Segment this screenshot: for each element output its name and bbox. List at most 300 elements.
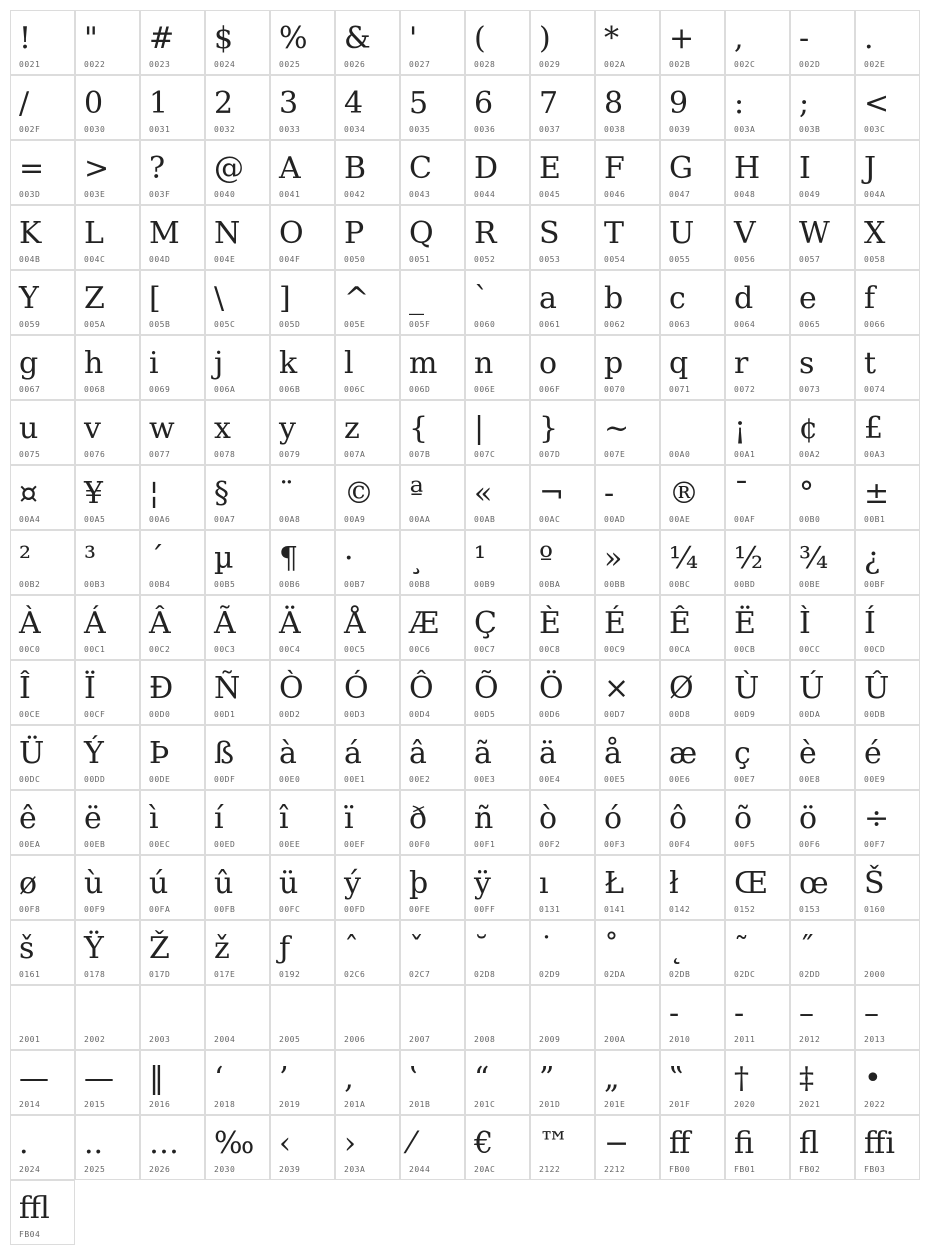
- glyph-cell: [595, 335, 660, 400]
- glyph-code: 006B: [279, 385, 301, 394]
- glyph-code: 00F1: [474, 840, 496, 849]
- glyph-char: y: [279, 411, 296, 446]
- glyph-code: 002A: [604, 60, 626, 69]
- glyph-code: 00DB: [864, 710, 886, 719]
- glyph-code: FB01: [734, 1165, 756, 1174]
- glyph-cell: [465, 855, 530, 920]
- glyph-cell: [335, 660, 400, 725]
- glyph-char: š: [19, 931, 35, 966]
- glyph-char: ˝: [799, 931, 814, 966]
- glyph-code: 00CD: [864, 645, 886, 654]
- glyph-code: 2026: [149, 1165, 171, 1174]
- glyph-char: Â: [149, 606, 171, 641]
- glyph-char: —: [19, 1061, 49, 1096]
- glyph-code: 00EB: [84, 840, 106, 849]
- glyph-char: [: [149, 281, 161, 316]
- glyph-cell: [205, 75, 270, 140]
- glyph-char: Q: [409, 216, 434, 251]
- glyph-char: °: [799, 476, 814, 511]
- glyph-code: 00C6: [409, 645, 431, 654]
- glyph-code: 00E0: [279, 775, 301, 784]
- glyph-char: :: [734, 86, 745, 121]
- glyph-char: ®: [669, 476, 699, 511]
- glyph-cell: [855, 595, 920, 660]
- glyph-code: 0036: [474, 125, 496, 134]
- glyph-cell: [270, 400, 335, 465]
- glyph-code: 0030: [84, 125, 106, 134]
- glyph-cell: [205, 855, 270, 920]
- glyph-cell: [790, 660, 855, 725]
- glyph-code: 0142: [669, 905, 691, 914]
- glyph-cell: [530, 725, 595, 790]
- glyph-code: 0049: [799, 190, 821, 199]
- glyph-cell: [530, 10, 595, 75]
- glyph-cell: [10, 10, 75, 75]
- glyph-code: 0058: [864, 255, 886, 264]
- glyph-char: æ: [669, 736, 698, 771]
- glyph-char: G: [669, 151, 693, 186]
- glyph-char: =: [19, 151, 45, 186]
- glyph-cell: [530, 660, 595, 725]
- glyph-code: 0042: [344, 190, 366, 199]
- glyph-code: 00B8: [409, 580, 431, 589]
- glyph-char: A: [279, 151, 301, 186]
- glyph-cell: [595, 985, 660, 1050]
- glyph-cell: [205, 465, 270, 530]
- glyph-code: 02DC: [734, 970, 756, 979]
- glyph-char: k: [279, 346, 298, 381]
- glyph-cell: [335, 725, 400, 790]
- glyph-cell: [335, 140, 400, 205]
- glyph-code: 0050: [344, 255, 366, 264]
- glyph-cell: [595, 1050, 660, 1115]
- glyph-cell: [855, 140, 920, 205]
- glyph-code: 00F3: [604, 840, 626, 849]
- glyph-code: 0024: [214, 60, 236, 69]
- glyph-char: E: [539, 151, 561, 186]
- glyph-cell: [205, 1050, 270, 1115]
- glyph-cell: [595, 1115, 660, 1180]
- glyph-char: V: [734, 216, 756, 251]
- glyph-cell: [140, 205, 205, 270]
- glyph-code: 0075: [19, 450, 41, 459]
- glyph-cell: [855, 1050, 920, 1115]
- glyph-code: 007E: [604, 450, 626, 459]
- glyph-code: 005E: [344, 320, 366, 329]
- glyph-char: fl: [799, 1126, 820, 1161]
- glyph-code: 00A9: [344, 515, 366, 524]
- glyph-code: 2009: [539, 1035, 561, 1044]
- glyph-cell: [595, 920, 660, 985]
- glyph-code: 00BD: [734, 580, 756, 589]
- glyph-cell: [10, 75, 75, 140]
- glyph-code: 006D: [409, 385, 431, 394]
- glyph-code: 200A: [604, 1035, 626, 1044]
- glyph-cell: [855, 75, 920, 140]
- glyph-code: 2025: [84, 1165, 106, 1174]
- glyph-char: n: [474, 346, 494, 381]
- glyph-code: 0045: [539, 190, 561, 199]
- glyph-char: œ: [799, 866, 829, 901]
- glyph-cell: [595, 660, 660, 725]
- glyph-cell: [465, 205, 530, 270]
- glyph-cell: [140, 270, 205, 335]
- glyph-cell: [530, 530, 595, 595]
- glyph-code: 0056: [734, 255, 756, 264]
- glyph-code: 0022: [84, 60, 106, 69]
- glyph-code: 0028: [474, 60, 496, 69]
- glyph-code: 00B3: [84, 580, 106, 589]
- glyph-cell: [10, 595, 75, 660]
- glyph-code: 02D8: [474, 970, 496, 979]
- glyph-code: 003C: [864, 125, 886, 134]
- glyph-char: .: [864, 21, 874, 56]
- glyph-cell: [400, 985, 465, 1050]
- glyph-code: 00E5: [604, 775, 626, 784]
- glyph-cell: [530, 1050, 595, 1115]
- glyph-cell: [660, 140, 725, 205]
- glyph-char: I: [799, 151, 811, 186]
- glyph-cell: [400, 790, 465, 855]
- glyph-char: ©: [344, 476, 374, 511]
- glyph-code: 0043: [409, 190, 431, 199]
- glyph-code: 0029: [539, 60, 561, 69]
- glyph-cell: [75, 530, 140, 595]
- glyph-cell: [75, 985, 140, 1050]
- glyph-cell: [790, 1050, 855, 1115]
- glyph-cell: [790, 530, 855, 595]
- glyph-cell: [660, 660, 725, 725]
- glyph-code: 00BA: [539, 580, 561, 589]
- glyph-cell: [400, 660, 465, 725]
- glyph-cell: [270, 855, 335, 920]
- glyph-code: 203A: [344, 1165, 366, 1174]
- glyph-char: º: [539, 541, 554, 576]
- glyph-char: –: [799, 996, 814, 1031]
- glyph-code: 00EF: [344, 840, 366, 849]
- glyph-char: §: [214, 476, 229, 511]
- glyph-cell: [205, 400, 270, 465]
- glyph-cell: [75, 205, 140, 270]
- glyph-code: 02D9: [539, 970, 561, 979]
- glyph-char: Ó: [344, 671, 369, 706]
- glyph-cell: [75, 140, 140, 205]
- glyph-char: ffl: [19, 1191, 50, 1226]
- glyph-char: £: [864, 411, 884, 446]
- glyph-char: ç: [734, 736, 751, 771]
- glyph-cell: [790, 205, 855, 270]
- glyph-cell: [10, 1050, 75, 1115]
- glyph-cell: [140, 465, 205, 530]
- glyph-char: ‡: [799, 1061, 814, 1096]
- glyph-char: ‚: [344, 1061, 354, 1096]
- glyph-code: 00BF: [864, 580, 886, 589]
- glyph-code: 0040: [214, 190, 236, 199]
- glyph-char: K: [19, 216, 42, 251]
- glyph-cell: [660, 205, 725, 270]
- glyph-cell: [270, 335, 335, 400]
- glyph-char: ¿: [864, 541, 881, 576]
- glyph-code: 02DB: [669, 970, 691, 979]
- glyph-code: 00E3: [474, 775, 496, 784]
- glyph-cell: [10, 335, 75, 400]
- glyph-char: 6: [474, 86, 494, 121]
- glyph-cell: [335, 75, 400, 140]
- glyph-char: ~: [604, 411, 630, 446]
- glyph-cell: [75, 1050, 140, 1115]
- glyph-cell: [270, 920, 335, 985]
- glyph-cell: [10, 725, 75, 790]
- glyph-cell: [790, 985, 855, 1050]
- glyph-code: 0041: [279, 190, 301, 199]
- glyph-code: 00DE: [149, 775, 171, 784]
- glyph-char: è: [799, 736, 817, 771]
- glyph-cell: [75, 920, 140, 985]
- glyph-char: ˇ: [409, 931, 424, 966]
- glyph-code: 0131: [539, 905, 561, 914]
- glyph-code: 00F7: [864, 840, 886, 849]
- glyph-cell: [270, 530, 335, 595]
- glyph-code: 005C: [214, 320, 236, 329]
- glyph-code: 201B: [409, 1100, 431, 1109]
- glyph-cell: [205, 725, 270, 790]
- glyph-cell: [855, 530, 920, 595]
- glyph-char: 3: [279, 86, 299, 121]
- glyph-code: 0077: [149, 450, 171, 459]
- glyph-cell: [790, 790, 855, 855]
- glyph-char: ÿ: [474, 866, 491, 901]
- glyph-char: Î: [19, 671, 31, 706]
- glyph-code: 2039: [279, 1165, 301, 1174]
- glyph-cell: [660, 10, 725, 75]
- glyph-code: 00F9: [84, 905, 106, 914]
- glyph-cell: [140, 920, 205, 985]
- glyph-char: Œ: [734, 866, 769, 901]
- glyph-code: 00DA: [799, 710, 821, 719]
- glyph-char: Ã: [214, 606, 236, 641]
- glyph-cell: [270, 10, 335, 75]
- glyph-char: €: [474, 1126, 494, 1161]
- glyph-code: 00D6: [539, 710, 561, 719]
- glyph-cell: [400, 140, 465, 205]
- glyph-code: 005F: [409, 320, 431, 329]
- glyph-code: 0052: [474, 255, 496, 264]
- glyph-code: 00A5: [84, 515, 106, 524]
- glyph-cell: [790, 400, 855, 465]
- glyph-char: ..: [84, 1126, 104, 1161]
- glyph-cell: [400, 270, 465, 335]
- glyph-cell: [400, 855, 465, 920]
- glyph-cell: [660, 920, 725, 985]
- glyph-char: …: [149, 1126, 179, 1161]
- glyph-code: 2015: [84, 1100, 106, 1109]
- glyph-cell: [725, 790, 790, 855]
- glyph-char: •: [864, 1061, 882, 1096]
- glyph-cell: [270, 1115, 335, 1180]
- glyph-cell: [400, 400, 465, 465]
- glyph-code: 00E6: [669, 775, 691, 784]
- glyph-code: 02DD: [799, 970, 821, 979]
- glyph-cell: [660, 530, 725, 595]
- glyph-cell: [400, 1050, 465, 1115]
- glyph-code: 004F: [279, 255, 301, 264]
- glyph-code: 0039: [669, 125, 691, 134]
- glyph-code: 0057: [799, 255, 821, 264]
- glyph-code: 00DF: [214, 775, 236, 784]
- glyph-code: 2000: [864, 970, 886, 979]
- glyph-char: ¤: [19, 476, 39, 511]
- glyph-char: Š: [864, 866, 885, 901]
- glyph-char: &: [344, 21, 371, 56]
- glyph-cell: [10, 1115, 75, 1180]
- glyph-code: 00A2: [799, 450, 821, 459]
- glyph-code: 00EE: [279, 840, 301, 849]
- glyph-cell: [595, 400, 660, 465]
- glyph-char: b: [604, 281, 624, 316]
- glyph-cell: [140, 985, 205, 1050]
- glyph-char: N: [214, 216, 241, 251]
- glyph-char: Å: [344, 606, 366, 641]
- glyph-char: i: [149, 346, 159, 381]
- glyph-char: ": [84, 21, 98, 56]
- glyph-char: ·: [344, 541, 354, 576]
- glyph-cell: [530, 270, 595, 335]
- glyph-char: R: [474, 216, 497, 251]
- glyph-code: 0141: [604, 905, 626, 914]
- glyph-cell: [140, 1050, 205, 1115]
- glyph-code: 017E: [214, 970, 236, 979]
- glyph-cell: [595, 270, 660, 335]
- glyph-cell: [205, 595, 270, 660]
- glyph-cell: [530, 140, 595, 205]
- glyph-code: 02C7: [409, 970, 431, 979]
- glyph-code: 0070: [604, 385, 626, 394]
- glyph-code: 201A: [344, 1100, 366, 1109]
- glyph-code: 003A: [734, 125, 756, 134]
- glyph-char: ‟: [669, 1061, 685, 1096]
- glyph-char: O: [279, 216, 304, 251]
- glyph-char: Õ: [474, 671, 499, 706]
- glyph-char: ÷: [864, 801, 890, 836]
- glyph-char: õ: [734, 801, 753, 836]
- glyph-cell: [660, 270, 725, 335]
- glyph-char: ‹: [279, 1126, 291, 1161]
- glyph-char: l: [344, 346, 354, 381]
- glyph-cell: [205, 530, 270, 595]
- glyph-cell: [660, 790, 725, 855]
- glyph-code: 00A4: [19, 515, 41, 524]
- glyph-code: 0032: [214, 125, 236, 134]
- glyph-cell: [465, 465, 530, 530]
- glyph-cell: [725, 1050, 790, 1115]
- glyph-char: C: [409, 151, 432, 186]
- glyph-char: 2: [214, 86, 234, 121]
- glyph-cell: [465, 725, 530, 790]
- glyph-code: 2004: [214, 1035, 236, 1044]
- glyph-char: í: [214, 801, 224, 836]
- glyph-cell: [75, 270, 140, 335]
- glyph-char: ¦: [149, 476, 160, 511]
- glyph-cell: [855, 400, 920, 465]
- glyph-cell: [530, 400, 595, 465]
- glyph-char: ¯: [734, 476, 749, 511]
- glyph-code: 00FA: [149, 905, 171, 914]
- glyph-char: Û: [864, 671, 890, 706]
- glyph-char: Í: [864, 606, 876, 641]
- glyph-cell: [205, 140, 270, 205]
- glyph-char: ¬: [539, 476, 565, 511]
- glyph-cell: [465, 530, 530, 595]
- glyph-code: 007D: [539, 450, 561, 459]
- glyph-code: 0034: [344, 125, 366, 134]
- glyph-char: ½: [734, 541, 764, 576]
- glyph-cell: [10, 465, 75, 530]
- glyph-cell: [140, 10, 205, 75]
- glyph-char: e: [799, 281, 817, 316]
- glyph-char: W: [799, 216, 830, 251]
- glyph-code: 004C: [84, 255, 106, 264]
- glyph-code: 00D5: [474, 710, 496, 719]
- glyph-char: «: [474, 476, 493, 511]
- glyph-cell: [335, 855, 400, 920]
- glyph-char: 0: [84, 86, 104, 121]
- glyph-cell: [10, 205, 75, 270]
- glyph-code: 0153: [799, 905, 821, 914]
- glyph-cell: [140, 660, 205, 725]
- glyph-char: M: [149, 216, 180, 251]
- glyph-cell: [205, 10, 270, 75]
- glyph-char: ¨: [279, 476, 294, 511]
- glyph-char: Z: [84, 281, 105, 316]
- glyph-cell: [10, 790, 75, 855]
- glyph-cell: [465, 400, 530, 465]
- glyph-char: F: [604, 151, 625, 186]
- glyph-char: @: [214, 151, 244, 186]
- glyph-char: %: [279, 21, 308, 56]
- glyph-cell: [10, 660, 75, 725]
- glyph-cell: [465, 660, 530, 725]
- glyph-cell: [660, 725, 725, 790]
- glyph-cell: [140, 140, 205, 205]
- glyph-char: $: [214, 21, 234, 56]
- glyph-char: J: [864, 151, 877, 186]
- glyph-char: H: [734, 151, 761, 186]
- glyph-cell: [725, 270, 790, 335]
- glyph-code: 0023: [149, 60, 171, 69]
- glyph-code: 00B1: [864, 515, 886, 524]
- glyph-cell: [140, 1115, 205, 1180]
- glyph-cell: [855, 465, 920, 530]
- glyph-char: å: [604, 736, 622, 771]
- glyph-char: ß: [214, 736, 235, 771]
- glyph-char: Ú: [799, 671, 825, 706]
- glyph-code: 00E9: [864, 775, 886, 784]
- glyph-cell: [75, 660, 140, 725]
- glyph-code: 00C9: [604, 645, 626, 654]
- glyph-cell: [660, 985, 725, 1050]
- glyph-char: q: [669, 346, 689, 381]
- glyph-cell: [790, 270, 855, 335]
- glyph-code: 0037: [539, 125, 561, 134]
- glyph-code: 007C: [474, 450, 496, 459]
- glyph-code: 0161: [19, 970, 41, 979]
- glyph-cell: [10, 140, 75, 205]
- glyph-cell: [75, 75, 140, 140]
- glyph-char: #: [149, 21, 175, 56]
- glyph-char: ¡: [734, 411, 747, 446]
- glyph-code: 00B5: [214, 580, 236, 589]
- glyph-code: 0065: [799, 320, 821, 329]
